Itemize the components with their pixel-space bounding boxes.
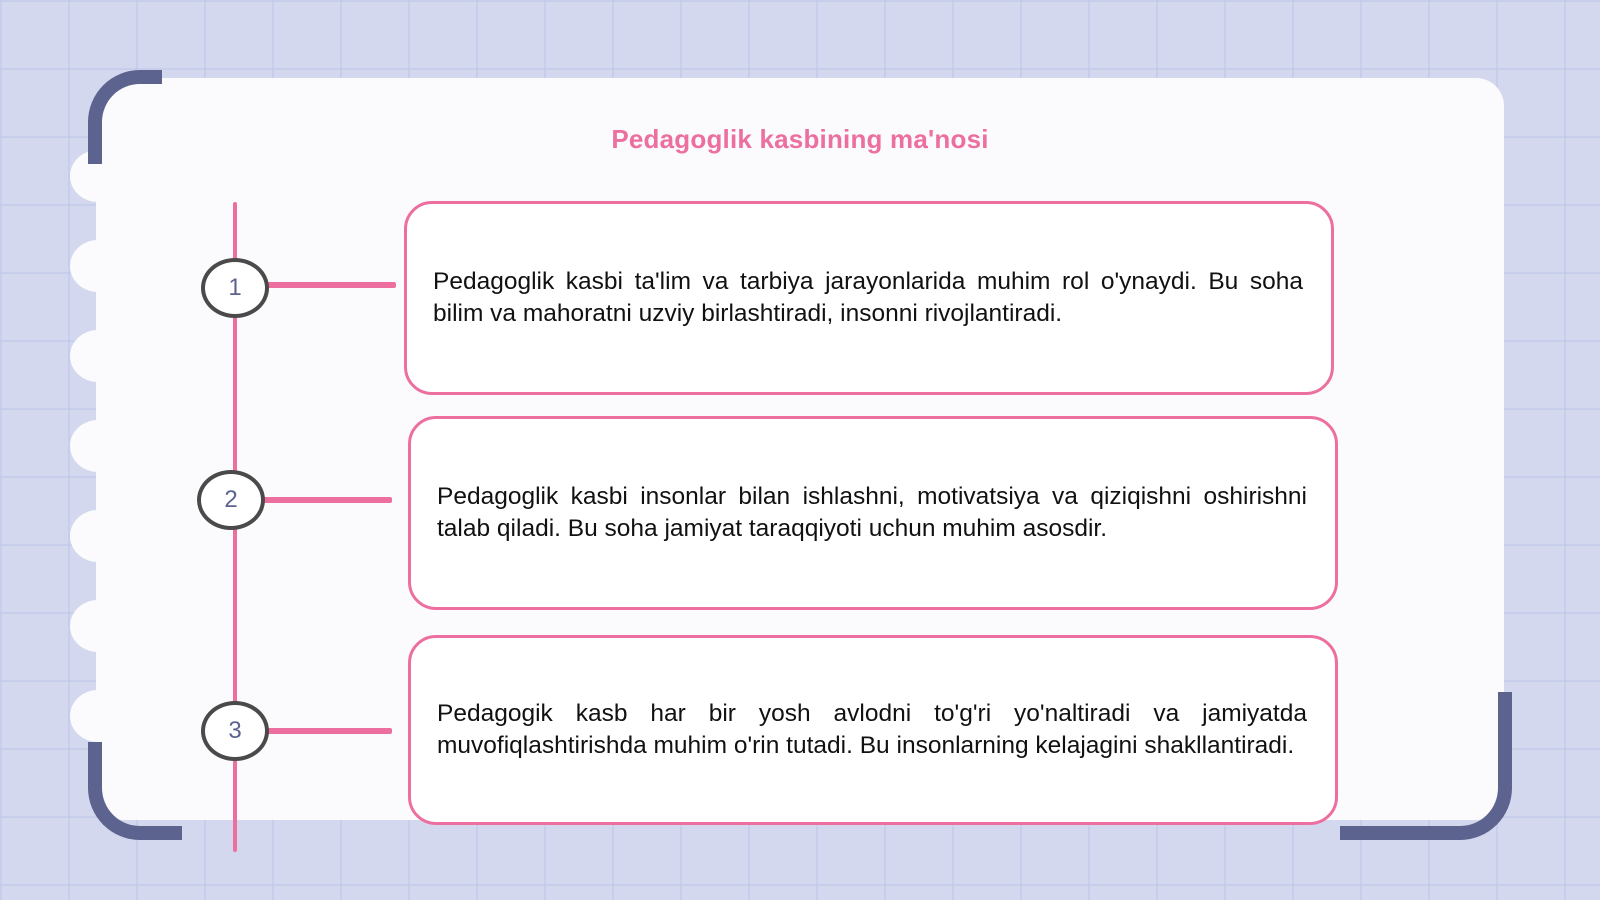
paper-notch	[70, 510, 126, 562]
frame-corner-bottom-right	[1340, 692, 1512, 840]
info-card-2	[408, 416, 1338, 610]
info-card-3	[408, 635, 1338, 825]
paper-notch	[70, 420, 126, 472]
step-number-3: 3	[201, 701, 269, 761]
paper-notch	[70, 600, 126, 652]
info-card-text: Pedagoglik kasbi insonlar bilan ishlashni, motivatsiya va qiziqishni oshirishni talab qiladi. Bu soha jamiyat taraqqiyoti uchun muhim asosdir.	[437, 483, 1307, 542]
timeline-connector	[266, 728, 392, 734]
info-card-text: Pedagoglik kasbi ta'lim va tarbiya jarayonlarida muhim rol o'ynaydi. Bu soha bilim va mahoratni uzviy birlashtiradi, insonni rivojlantiradi.	[433, 268, 1303, 327]
step-number-1: 1	[201, 258, 269, 318]
paper-notch	[70, 330, 126, 382]
slide-title: Pedagoglik kasbining ma'nosi	[611, 124, 989, 154]
timeline-connector	[266, 282, 396, 288]
timeline-connector	[262, 497, 392, 503]
step-number-2: 2	[197, 470, 265, 530]
info-card-text: Pedagogik kasb har bir yosh avlodni to'g'ri yo'naltiradi va jamiyatda muvofiqlashtirishda muhim o'rin tutadi. Bu insonlarning kelajagini shakllantiradi.	[437, 700, 1307, 759]
info-card-1	[404, 201, 1334, 395]
paper-notch	[70, 690, 126, 742]
paper-notch	[70, 240, 126, 292]
frame-corner-bottom-left	[88, 742, 182, 840]
